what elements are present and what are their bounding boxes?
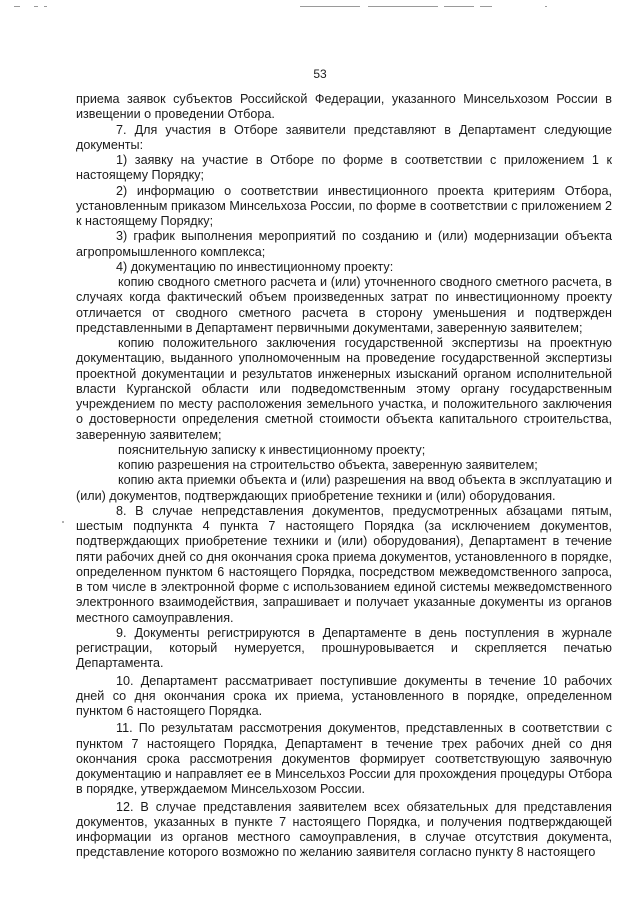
scan-artifact-top-edge — [0, 6, 640, 8]
paragraph-item-9: 9. Документы регистрируются в Департаменте в день поступления в журнале регистрации, который нумеруется, прошнуровывается и скрепляется печатью Департамента. — [76, 625, 612, 671]
paragraph-doc-construction-permit: копию разрешения на строительство объекта, заверенную заявителем; — [118, 458, 538, 472]
paragraph-subitem-1: 1) заявку на участие в Отборе по форме в соответствии с приложением 1 к настоящему Порядку; — [76, 153, 612, 183]
paragraph-doc-estimate: копию сводного сметного расчета и (или) уточненного сводного сметного расчета, в случаях когда фактический объем произведенных затрат по инвестиционному проекту отличается от сводного сметного расчета в сторону уменьшения и подтвержден представленными в Департамент первичными документами, заверенную заявителем; — [76, 275, 612, 335]
paragraph-doc-acceptance-act: копию акта приемки объекта и (или) разрешения на ввод объекта в эксплуатацию и (или) документов, подтверждающих приобретение техники и (или) оборудования. — [76, 473, 612, 503]
paragraph-subitem-3: 3) график выполнения мероприятий по созданию и (или) модернизации объекта агропромышленного комплекса; — [76, 229, 612, 259]
document-body — [76, 92, 612, 861]
scan-margin-mark — [62, 521, 64, 523]
paragraph-item-11: 11. По результатам рассмотрения документов, представленных в соответствии с пунктом 7 настоящего Порядка, Департамент в течение трех рабочих дней со дня окончания срока рассмотрения документов формирует соответствующую заявочную документацию и направляет ее в Минсельхоз России для прохождения процедуры Отбора в порядке, утверждаемом Минсельхозом России. — [76, 721, 612, 797]
paragraph-doc-explanatory-note: пояснительную записку к инвестиционному проекту; — [118, 442, 426, 457]
paragraph-item-7: 7. Для участия в Отборе заявители представляют в Департамент следующие документы: — [76, 122, 612, 152]
paragraph-item-10: 10. Департамент рассматривает поступившие документы в течение 10 рабочих дней со дня окончания срока их приема, установленного в порядке, определенном пунктом 6 настоящего Порядка. — [76, 673, 612, 718]
paragraph-subitem-4: 4) документацию по инвестиционному проекту: — [116, 259, 394, 274]
paragraph-doc-expertise: копию положительного заключения государственной экспертизы на проектную документацию, выданного уполномоченным на проведение государственной экспертизы проектной документации и результатов инженерных изысканий органом исполнительной власти Курганской области или подведомственным этому органу государственным учреждением по месту расположения земельного участка, и положительного заключения о достоверности определения сметной стоимости объекта капитального строительства, заверенную заявителем; — [76, 336, 612, 442]
paragraph-item-12: 12. В случае представления заявителем всех обязательных для представления документов, указанных в пункте 7 настоящего Порядка, и получения подтверждающей информации из органов местного самоуправления, в случае отсутствия документа, представление которого возможно по желанию заявителя согласно пункту 8 настоящего — [76, 799, 612, 860]
paragraph-subitem-2: 2) информацию о соответствии инвестиционного проекта критериям Отбора, установленным приказом Минсельхоза России, по форме в соответствии с приложением 2 к настоящему Порядку; — [76, 183, 612, 228]
paragraph-continuation: приема заявок субъектов Российской Федерации, указанного Минсельхозом России в извещении о проведении Отбора. — [76, 92, 612, 122]
page-number: 53 — [313, 67, 327, 81]
paragraph-item-8: 8. В случае непредставления документов, предусмотренных абзацами пятым, шестым подпункта 4 пункта 7 настоящего Порядка (за исключением документов, подтверждающих приобретение техники и (или) оборудования), Департамент в течение пяти рабочих дней со дня окончания срока приема документов, установленного в порядке, определенном пунктом 6 настоящего Порядка, посредством межведомственного запроса, в том числе в электронной форме с использованием единой системы межведомственного электронного взаимодействия, запрашивает и получает указанные документы из органов местного самоуправления. — [76, 503, 612, 625]
